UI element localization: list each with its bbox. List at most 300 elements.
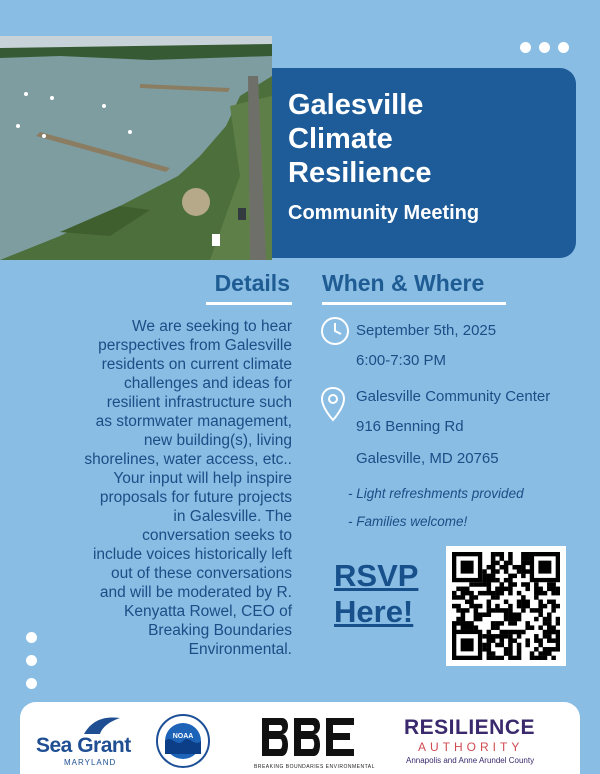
qr-module [556,630,560,635]
qr-module [543,647,548,652]
qr-module [452,591,457,596]
qr-module [456,608,461,613]
aerial-photo [0,36,272,260]
qr-module [456,587,461,592]
qr-module [547,625,552,630]
qr-module [487,638,492,643]
qr-module [538,587,543,592]
qr-module [512,574,517,579]
note-refreshments: - Light refreshments provided [348,486,524,501]
qr-module [478,617,483,622]
noaa-label: NOAA [172,733,194,740]
qr-module [538,643,543,648]
qr-module [521,561,526,566]
qr-module [538,591,543,596]
title-line-2: Climate [288,123,393,155]
qr-module [525,587,530,592]
qr-module [491,656,496,660]
details-body [24,317,292,659]
qr-module [495,591,500,596]
qr-module [456,621,461,626]
qr-module [534,591,539,596]
qr-module [491,595,496,600]
qr-module [500,634,505,639]
qr-module [512,630,517,635]
qr-module [512,612,517,617]
qr-module [469,591,474,596]
when-where-underline [322,302,506,305]
qr-module [487,574,492,579]
qr-module [504,612,509,617]
qr-module [530,656,535,660]
qr-module [491,591,496,596]
qr-module [508,630,513,635]
qr-module [538,651,543,656]
qr-module [478,612,483,617]
qr-module [538,608,543,613]
qr-module [551,625,556,630]
qr-module [525,561,530,566]
qr-module [521,565,526,570]
qr-module [474,604,479,609]
qr-module [461,621,466,626]
qr-module [517,612,522,617]
qr-module [482,647,487,652]
details-line: and will be moderated by R. [99,584,292,601]
qr-module [525,582,530,587]
qr-module [525,643,530,648]
qr-module [474,582,479,587]
qr-module [474,625,479,630]
qr-module [551,630,556,635]
qr-module [491,561,496,566]
qr-module [508,621,513,626]
qr-module [500,638,505,643]
qr-module [491,574,496,579]
details-line: challenges and ideas for [123,375,292,392]
qr-module [547,634,552,639]
qr-module [508,612,513,617]
qr-module [495,587,500,592]
qr-module [495,569,500,574]
qr-module [465,608,470,613]
qr-module [500,608,505,613]
qr-module [487,578,492,583]
qr-module [547,582,552,587]
qr-module [543,651,548,656]
qr-module [551,638,556,643]
qr-module [452,625,457,630]
title-box [272,68,576,258]
event-date: September 5th, 2025 [356,322,497,339]
qr-module [538,656,543,660]
qr-module [543,656,548,660]
resilience-authority: AUTHORITY [418,740,524,754]
title-line-3: Resilience [288,157,432,189]
qr-module [530,625,535,630]
qr-module [547,621,552,626]
qr-module [508,561,513,566]
qr-module [556,634,560,639]
details-line: new building(s), living [143,432,292,449]
qr-module [500,556,505,561]
qr-module [517,591,522,596]
qr-module [487,591,492,596]
details-line: Environmental. [188,641,292,658]
qr-module [474,595,479,600]
qr-module [504,565,509,570]
details-underline [206,302,292,305]
qr-module [525,604,530,609]
wave-icon [82,714,122,736]
details-line: conversation seeks to [142,527,292,544]
qr-module [525,625,530,630]
venue-name: Galesville Community Center [356,388,551,405]
qr-module [525,552,530,557]
qr-module [547,638,552,643]
qr-module [508,651,513,656]
qr-module [491,556,496,561]
qr-module [500,552,505,557]
details-line: We are seeking to hear [132,318,292,335]
qr-module [504,569,509,574]
qr-module [551,656,556,660]
details-line: perspectives from Galesville [98,337,292,354]
qr-module [534,617,539,622]
qr-module [543,630,548,635]
qr-module [547,647,552,652]
venue-city: Galesville, MD 20765 [356,450,499,467]
qr-module [547,587,552,592]
details-line: Breaking Boundaries [148,622,292,639]
qr-module [508,578,513,583]
qr-module [521,582,526,587]
qr-module [508,587,513,592]
qr-module [521,630,526,635]
qr-module [525,600,530,605]
qr-module [487,582,492,587]
qr-module [478,582,483,587]
qr-module [525,556,530,561]
qr-finder-pattern [461,561,474,574]
qr-module [495,643,500,648]
qr-module [495,604,500,609]
qr-module [487,612,492,617]
qr-module [452,621,457,626]
qr-module [495,578,500,583]
qr-module [551,604,556,609]
qr-module [538,638,543,643]
qr-module [556,647,560,652]
qr-module [456,595,461,600]
qr-module [465,621,470,626]
qr-module [487,608,492,613]
sea-grant-logo-text: Sea Grant [36,734,131,757]
details-line: residents on current climate [101,356,292,373]
qr-finder-pattern [461,638,474,651]
clock-icon [320,316,350,346]
qr-module [525,621,530,626]
qr-module [500,565,505,570]
qr-module [461,617,466,622]
qr-module [534,638,539,643]
qr-module [495,656,500,660]
qr-module [491,625,496,630]
qr-module [547,617,552,622]
qr-module [482,634,487,639]
qr-module [538,612,543,617]
qr-module [504,561,509,566]
qr-module [538,600,543,605]
qr-module [543,604,548,609]
qr-module [551,608,556,613]
qr-module [556,587,560,592]
qr-module [534,656,539,660]
qr-module [504,651,509,656]
qr-module [469,582,474,587]
qr-module [517,647,522,652]
qr-module [461,587,466,592]
qr-module [504,634,509,639]
qr-code-icon[interactable] [446,546,566,666]
qr-finder-pattern [538,561,551,574]
qr-module [474,612,479,617]
qr-module [478,604,483,609]
qr-module [469,625,474,630]
qr-module [465,591,470,596]
qr-module [547,612,552,617]
qr-module [487,630,492,635]
qr-module [500,582,505,587]
event-time: 6:00-7:30 PM [356,352,447,369]
qr-module [508,656,513,660]
qr-module [461,595,466,600]
qr-module [508,552,513,557]
qr-module [500,621,505,626]
qr-module [487,634,492,639]
qr-module [521,569,526,574]
qr-module [469,604,474,609]
qr-module [500,656,505,660]
qr-module [521,600,526,605]
qr-module [456,617,461,622]
details-line: Your input will help inspire [113,470,292,487]
qr-module [482,612,487,617]
details-line: proposals for future projects [99,489,292,506]
qr-module [500,630,505,635]
qr-module [504,578,509,583]
qr-module [504,630,509,635]
qr-module [551,582,556,587]
qr-module [491,565,496,570]
rsvp-line-2: Here! [334,594,414,629]
qr-module [495,595,500,600]
qr-module [482,591,487,596]
resilience-subtext: Annapolis and Anne Arundel County [406,756,535,765]
qr-module [543,617,548,622]
qr-module [504,587,509,592]
qr-module [482,569,487,574]
qr-module [504,617,509,622]
qr-module [521,574,526,579]
qr-module [534,608,539,613]
qr-module [452,604,457,609]
qr-module [495,552,500,557]
qr-module [534,582,539,587]
qr-module [512,565,517,570]
bbe-subtext: BREAKING BOUNDARIES ENVIRONMENTAL [254,764,375,770]
qr-module [543,591,548,596]
qr-module [491,634,496,639]
qr-module [478,591,483,596]
qr-module [495,608,500,613]
sea-grant-subtext: MARYLAND [64,758,117,767]
qr-module [521,595,526,600]
qr-module [534,595,539,600]
details-line: out of these conversations [111,565,292,582]
qr-module [487,651,492,656]
qr-module [517,630,522,635]
qr-module [465,600,470,605]
qr-module [482,574,487,579]
details-line: resilient infrastructure such [106,394,292,411]
bbe-logo-icon [258,712,358,762]
qr-module [495,625,500,630]
rsvp-link[interactable] [334,558,418,630]
qr-module [508,604,513,609]
qr-module [504,600,509,605]
qr-module [521,608,526,613]
qr-module [474,608,479,613]
qr-module [534,587,539,592]
qr-module [556,621,560,626]
noaa-emblem-icon [156,714,210,768]
page-title [288,88,576,190]
qr-module [491,651,496,656]
qr-module [525,569,530,574]
details-line: Kenyatta Rowel, CEO of [124,603,292,620]
qr-module [521,556,526,561]
qr-module [556,591,560,596]
qr-module [487,604,492,609]
qr-module [517,600,522,605]
qr-module [517,604,522,609]
qr-module [551,600,556,605]
qr-module [556,604,560,609]
venue-street: 916 Benning Rd [356,418,464,435]
qr-module [538,625,543,630]
qr-module [508,574,513,579]
rsvp-line-1: RSVP [334,558,419,593]
qr-module [469,595,474,600]
qr-module [504,647,509,652]
qr-module [487,656,492,660]
decorative-dots-top [520,42,569,53]
qr-module [474,617,479,622]
qr-module [491,638,496,643]
qr-module [512,582,517,587]
qr-module [500,591,505,596]
qr-module [495,621,500,626]
location-pin-icon [320,386,346,422]
qr-module [500,587,505,592]
page-subtitle: Community Meeting [288,202,480,224]
details-line: shorelines, water access, etc.. [84,451,292,468]
qr-module [551,587,556,592]
qr-module [551,647,556,652]
qr-module [456,604,461,609]
qr-module [508,638,513,643]
details-line: in Galesville. The [173,508,292,525]
qr-module [482,578,487,583]
qr-module [508,617,513,622]
qr-module [491,569,496,574]
qr-module [543,621,548,626]
qr-module [512,617,517,622]
qr-module [508,608,513,613]
qr-module [504,608,509,613]
qr-module [508,582,513,587]
qr-module [547,651,552,656]
qr-module [517,569,522,574]
qr-module [465,625,470,630]
qr-module [508,643,513,648]
qr-module [508,556,513,561]
when-where-heading: When & Where [322,270,485,296]
qr-module [512,638,517,643]
qr-module [534,634,539,639]
qr-module [487,600,492,605]
qr-module [538,604,543,609]
qr-module [530,651,535,656]
qr-module [495,561,500,566]
qr-module [556,638,560,643]
qr-module [517,643,522,648]
title-line-1: Galesville [288,89,424,121]
qr-module [547,630,552,635]
qr-module [495,634,500,639]
qr-module [508,634,513,639]
qr-module [487,587,492,592]
resilience-title: RESILIENCE [404,716,536,739]
details-line: as stormwater management, [95,413,292,430]
qr-module [482,582,487,587]
qr-module [469,600,474,605]
qr-module [521,604,526,609]
qr-module [491,621,496,626]
qr-module [517,565,522,570]
qr-module [461,591,466,596]
qr-module [452,595,457,600]
qr-module [517,656,522,660]
qr-module [556,643,560,648]
qr-module [461,625,466,630]
qr-module [534,647,539,652]
qr-module [487,647,492,652]
qr-module [508,591,513,596]
details-line: include voices historically left [92,546,292,563]
qr-module [508,647,513,652]
qr-module [461,612,466,617]
qr-module [491,552,496,557]
details-heading: Details [214,270,290,296]
qr-module [512,656,517,660]
qr-module [543,634,548,639]
qr-module [512,621,517,626]
note-families: - Families welcome! [348,514,468,529]
qr-module [491,608,496,613]
qr-module [517,634,522,639]
